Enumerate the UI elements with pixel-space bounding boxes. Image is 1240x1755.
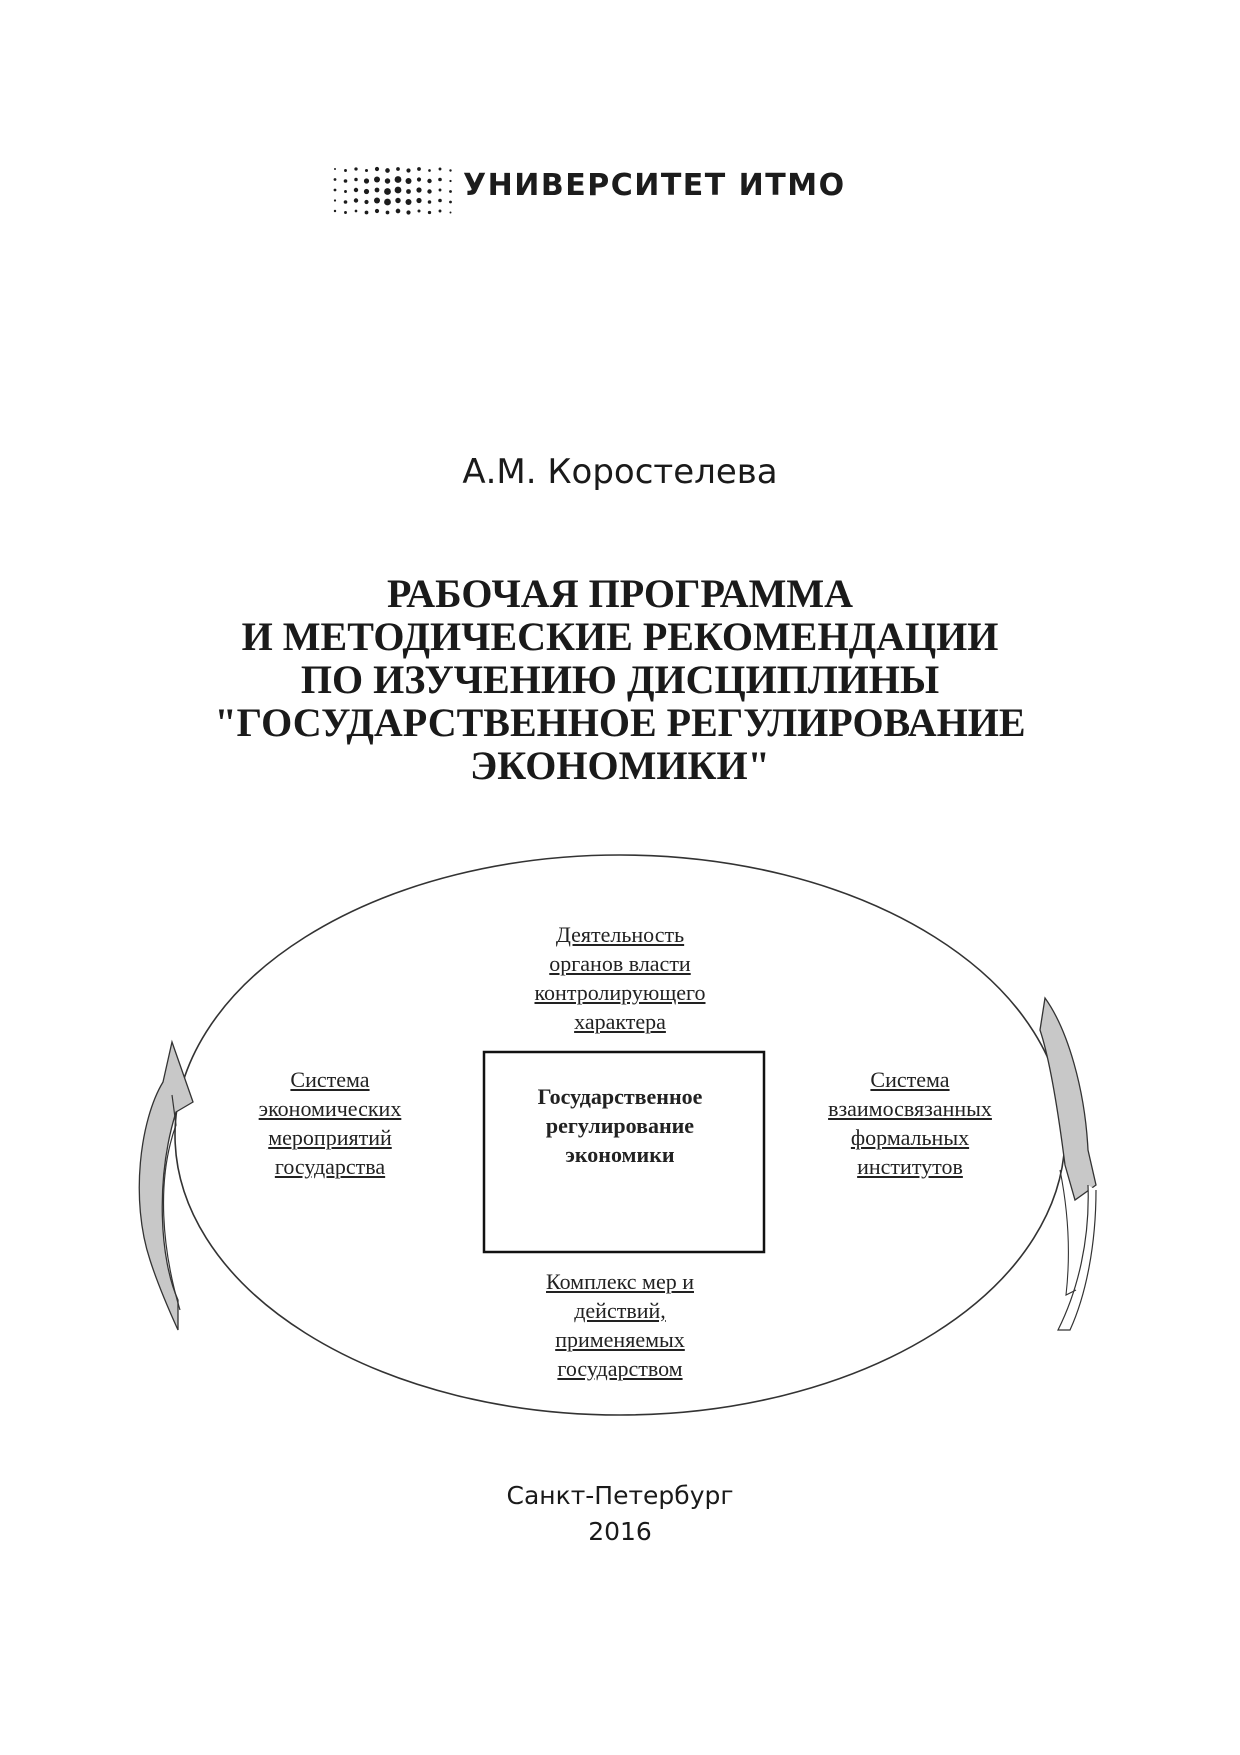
title-line: РАБОЧАЯ ПРОГРАММА (386, 571, 854, 616)
title-line: ЭКОНОМИКИ" (470, 743, 770, 788)
title-line: "ГОСУДАРСТВЕННОЕ РЕГУЛИРОВАНИЕ (214, 700, 1026, 745)
diagram-right-label: Система взаимосвязанных формальных институтов (828, 1067, 992, 1179)
author-name: А.М. Коростелева (462, 452, 778, 492)
left-cycle-arrow-icon (139, 1042, 193, 1330)
publication-info (0, 1478, 1240, 1550)
title-line: И МЕТОДИЧЕСКИЕ РЕКОМЕНДАЦИИ (241, 614, 999, 659)
logo-text: УНИВЕРСИТЕТ ИТМО (463, 168, 846, 203)
diagram-center-label: Государственное регулирование экономики (537, 1084, 703, 1167)
right-lower-arrow-icon (1058, 1185, 1096, 1330)
diagram-bottom-label: Комплекс мер и действий, применяемых государством (546, 1269, 694, 1381)
diagram-top-label: Деятельность органов власти контролирующего характера (534, 922, 706, 1034)
right-cycle-arrow-icon (1040, 998, 1096, 1200)
publication-city: Санкт-Петербург (506, 1481, 734, 1510)
diagram-left-label: Система экономических мероприятий государства (258, 1067, 402, 1179)
title-line: ПО ИЗУЧЕНИЮ ДИСЦИПЛИНЫ (300, 657, 940, 702)
publication-year: 2016 (588, 1517, 652, 1546)
